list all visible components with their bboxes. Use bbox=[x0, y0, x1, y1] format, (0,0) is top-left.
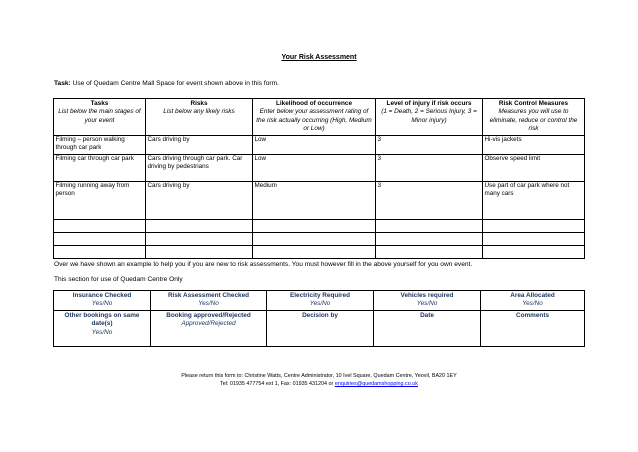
date-cell[interactable]: Date bbox=[374, 310, 481, 346]
other-bookings-cell[interactable]: Other bookings on same date(s) Yes/No bbox=[54, 310, 151, 346]
table-cell[interactable]: Low bbox=[253, 135, 376, 154]
email-link[interactable]: enquiries@quedamshopping.co.uk bbox=[334, 381, 418, 387]
electricity-required-cell[interactable]: Electricity Required Yes/No bbox=[267, 291, 374, 311]
risk-assessment-table bbox=[53, 98, 585, 259]
risk-table-header-row bbox=[54, 99, 585, 136]
table-cell[interactable] bbox=[483, 232, 585, 245]
admin-row bbox=[54, 291, 585, 311]
insurance-checked-cell[interactable]: Insurance Checked Yes/No bbox=[54, 291, 151, 311]
admin-use-table bbox=[53, 290, 585, 347]
table-row bbox=[54, 219, 585, 232]
table-cell[interactable] bbox=[146, 232, 253, 245]
table-cell[interactable] bbox=[54, 219, 146, 232]
header-risks: Risks List below any likely risks bbox=[146, 99, 253, 136]
booking-approved-cell[interactable]: Booking approved/Rejected Approved/Rejected bbox=[151, 310, 267, 346]
table-row bbox=[54, 245, 585, 258]
table-row bbox=[54, 154, 585, 181]
table-cell[interactable] bbox=[483, 245, 585, 258]
table-cell[interactable] bbox=[253, 232, 376, 245]
table-cell[interactable] bbox=[146, 245, 253, 258]
guidance-note: Over we have shown an example to help you if you are new to risk assessments. You must however fill in the above yourself for you own event. bbox=[54, 261, 473, 268]
table-row bbox=[54, 135, 585, 154]
header-likelihood: Likelihood of occurrence Enter below your assessment rating of the risk actually occurring (High, Medium or Low) bbox=[253, 99, 376, 136]
table-row bbox=[54, 181, 585, 219]
area-allocated-cell[interactable]: Area Allocated Yes/No bbox=[481, 291, 585, 311]
table-cell[interactable] bbox=[376, 219, 483, 232]
task-text: Use of Quedam Centre Mall Space for event shown above in this form. bbox=[70, 80, 279, 87]
table-cell[interactable] bbox=[54, 232, 146, 245]
table-cell[interactable]: Use part of car park where not many cars bbox=[483, 181, 585, 219]
table-cell[interactable]: Cars driving by bbox=[146, 181, 253, 219]
table-cell[interactable]: Filming running away from person bbox=[54, 181, 146, 219]
footer-contact: Tel: 01935 477754 ext 1, Fax: 01935 431204 or enquiries@quedamshopping.co.uk bbox=[220, 381, 418, 387]
header-injury-level: Level of injury if risk occurs (1 = Death, 2 = Serious Injury, 3 = Minor injury) bbox=[376, 99, 483, 136]
table-cell[interactable]: Cars driving by bbox=[146, 135, 253, 154]
comments-cell[interactable]: Comments bbox=[481, 310, 585, 346]
section-label: This section for use of Quedam Centre Only bbox=[54, 276, 183, 283]
table-cell[interactable] bbox=[483, 219, 585, 232]
table-cell[interactable]: Filming – person walking through car park bbox=[54, 135, 146, 154]
task-label: Task: bbox=[54, 80, 71, 87]
footer bbox=[0, 372, 638, 388]
page-title: Your Risk Assessment bbox=[281, 54, 357, 61]
table-row bbox=[54, 232, 585, 245]
table-cell[interactable]: 3 bbox=[376, 135, 483, 154]
vehicles-required-cell[interactable]: Vehicles required Yes/No bbox=[374, 291, 481, 311]
table-cell[interactable] bbox=[253, 219, 376, 232]
table-cell[interactable] bbox=[253, 245, 376, 258]
table-cell[interactable] bbox=[54, 245, 146, 258]
table-cell[interactable]: Medium bbox=[253, 181, 376, 219]
table-cell[interactable]: Cars driving through car park. Car driving by pedestrians bbox=[146, 154, 253, 181]
risk-assessment-checked-cell[interactable]: Risk Assessment Checked Yes/No bbox=[151, 291, 267, 311]
table-cell[interactable]: Filming car through car park bbox=[54, 154, 146, 181]
table-cell[interactable] bbox=[146, 219, 253, 232]
footer-address: Please return this form to: Christine Watts, Centre Administrator, 10 Ivel Square, Quedam Centre, Yeovil, BA20 1EY bbox=[181, 373, 457, 379]
admin-row bbox=[54, 310, 585, 346]
decision-by-cell[interactable]: Decision by bbox=[267, 310, 374, 346]
table-cell[interactable] bbox=[376, 245, 483, 258]
table-cell[interactable]: Observe speed limit bbox=[483, 154, 585, 181]
table-cell[interactable] bbox=[376, 232, 483, 245]
table-cell[interactable]: Low bbox=[253, 154, 376, 181]
table-cell[interactable]: Hi-vis jackets bbox=[483, 135, 585, 154]
header-control-measures: Risk Control Measures Measures you will use to eliminate, reduce or control the risk bbox=[483, 99, 585, 136]
table-cell[interactable]: 3 bbox=[376, 154, 483, 181]
task-line bbox=[54, 80, 279, 87]
table-cell[interactable]: 3 bbox=[376, 181, 483, 219]
header-tasks: Tasks List below the main stages of your event bbox=[54, 99, 146, 136]
